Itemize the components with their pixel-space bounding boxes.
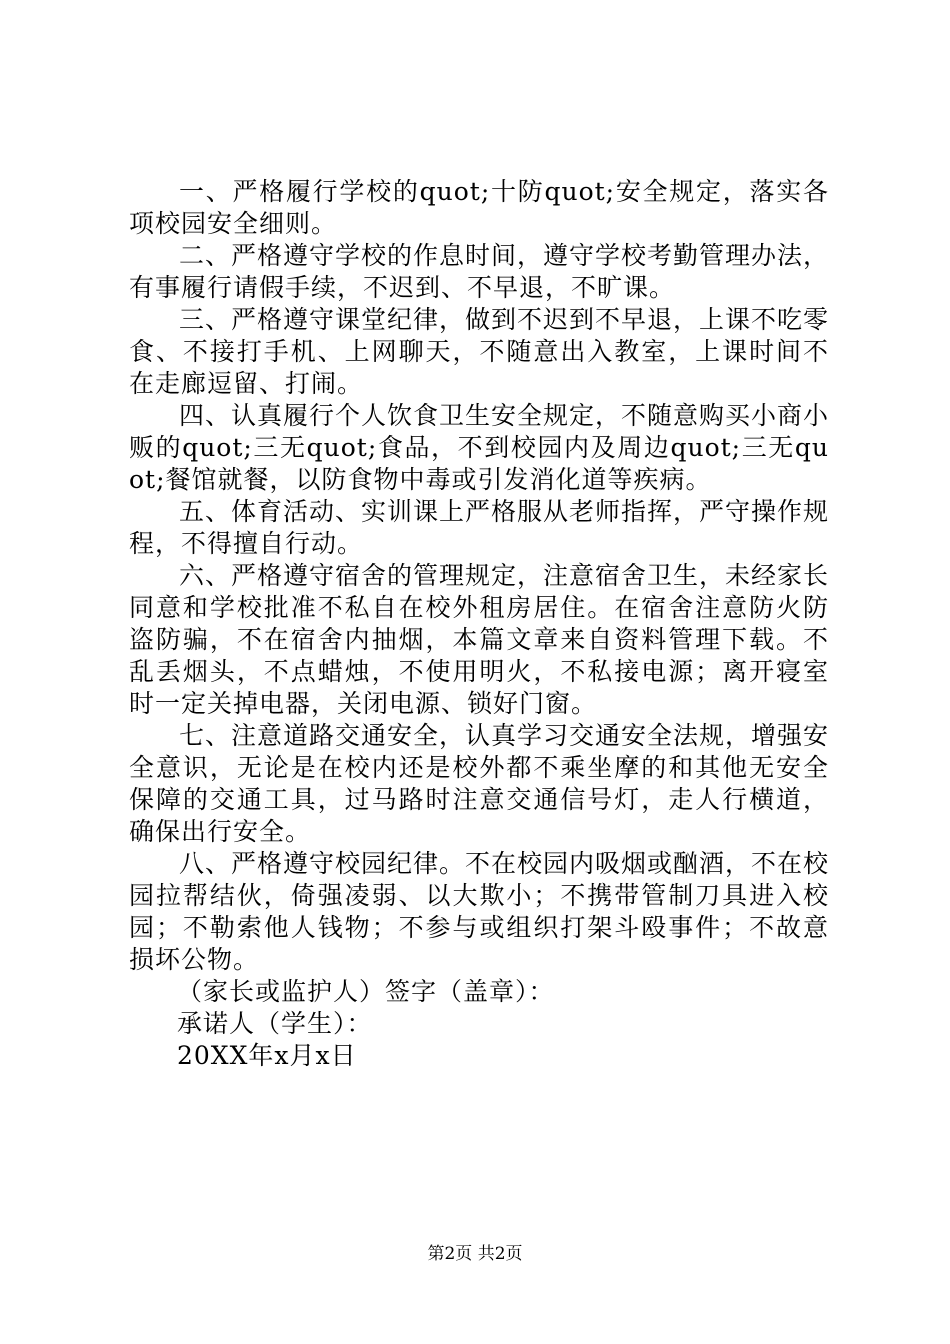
document-body — [129, 176, 829, 1072]
paragraph-5: 五、体育活动、实训课上严格服从老师指挥，严守操作规程，不得擅自行动。 — [129, 497, 830, 558]
signature-date: 20XX年x月x日 — [177, 1041, 357, 1070]
paragraph-3: 三、严格遵守课堂纪律，做到不迟到不早退，上课不吃零食、不接打手机、上网聊天，不随意出入教室，上课时间不在走廊逗留、打闹。 — [129, 305, 830, 398]
student-signature-line: 承诺人（学生）： — [177, 1009, 373, 1038]
paragraph-6: 六、严格遵守宿舍的管理规定，注意宿舍卫生，未经家长同意和学校批准不私自在校外租房居住。在宿舍注意防火防盗防骗，不在宿舍内抽烟，本篇文章来自资料管理下载。不乱丢烟头，不点蜡烛，不使用明火，不私接电源；离开寝室时一定关掉电器，关闭电源、锁好门窗。 — [129, 561, 830, 718]
paragraph-4: 四、认真履行个人饮食卫生安全规定，不随意购买小商小贩的quot;三无quot;食品，不到校园内及周边quot;三无quot;餐馆就餐，以防食物中毒或引发消化道等疾病。 — [129, 401, 830, 494]
paragraph-1: 一、严格履行学校的quot;十防quot;安全规定，落实各项校园安全细则。 — [129, 177, 829, 238]
guardian-signature-line: （家长或监护人）签字（盖章）： — [177, 977, 555, 1006]
paragraph-8: 八、严格遵守校园纪律。不在校园内吸烟或酗酒，不在校园拉帮结伙，倚强凌弱、以大欺小；不携带管制刀具进入校园；不勒索他人钱物；不参与或组织打架斗殴事件；不故意损坏公物。 — [129, 849, 830, 974]
page-footer — [0, 1243, 950, 1265]
paragraph-7: 七、注意道路交通安全，认真学习交通安全法规，增强安全意识，无论是在校内还是校外都不乘坐摩的和其他无安全保障的交通工具，过马路时注意交通信号灯，走人行横道，确保出行安全。 — [129, 721, 830, 846]
page-number-label: 第2页 共2页 — [427, 1244, 523, 1264]
paragraph-2: 二、严格遵守学校的作息时间，遵守学校考勤管理办法，有事履行请假手续，不迟到、不早退，不旷课。 — [129, 241, 830, 302]
